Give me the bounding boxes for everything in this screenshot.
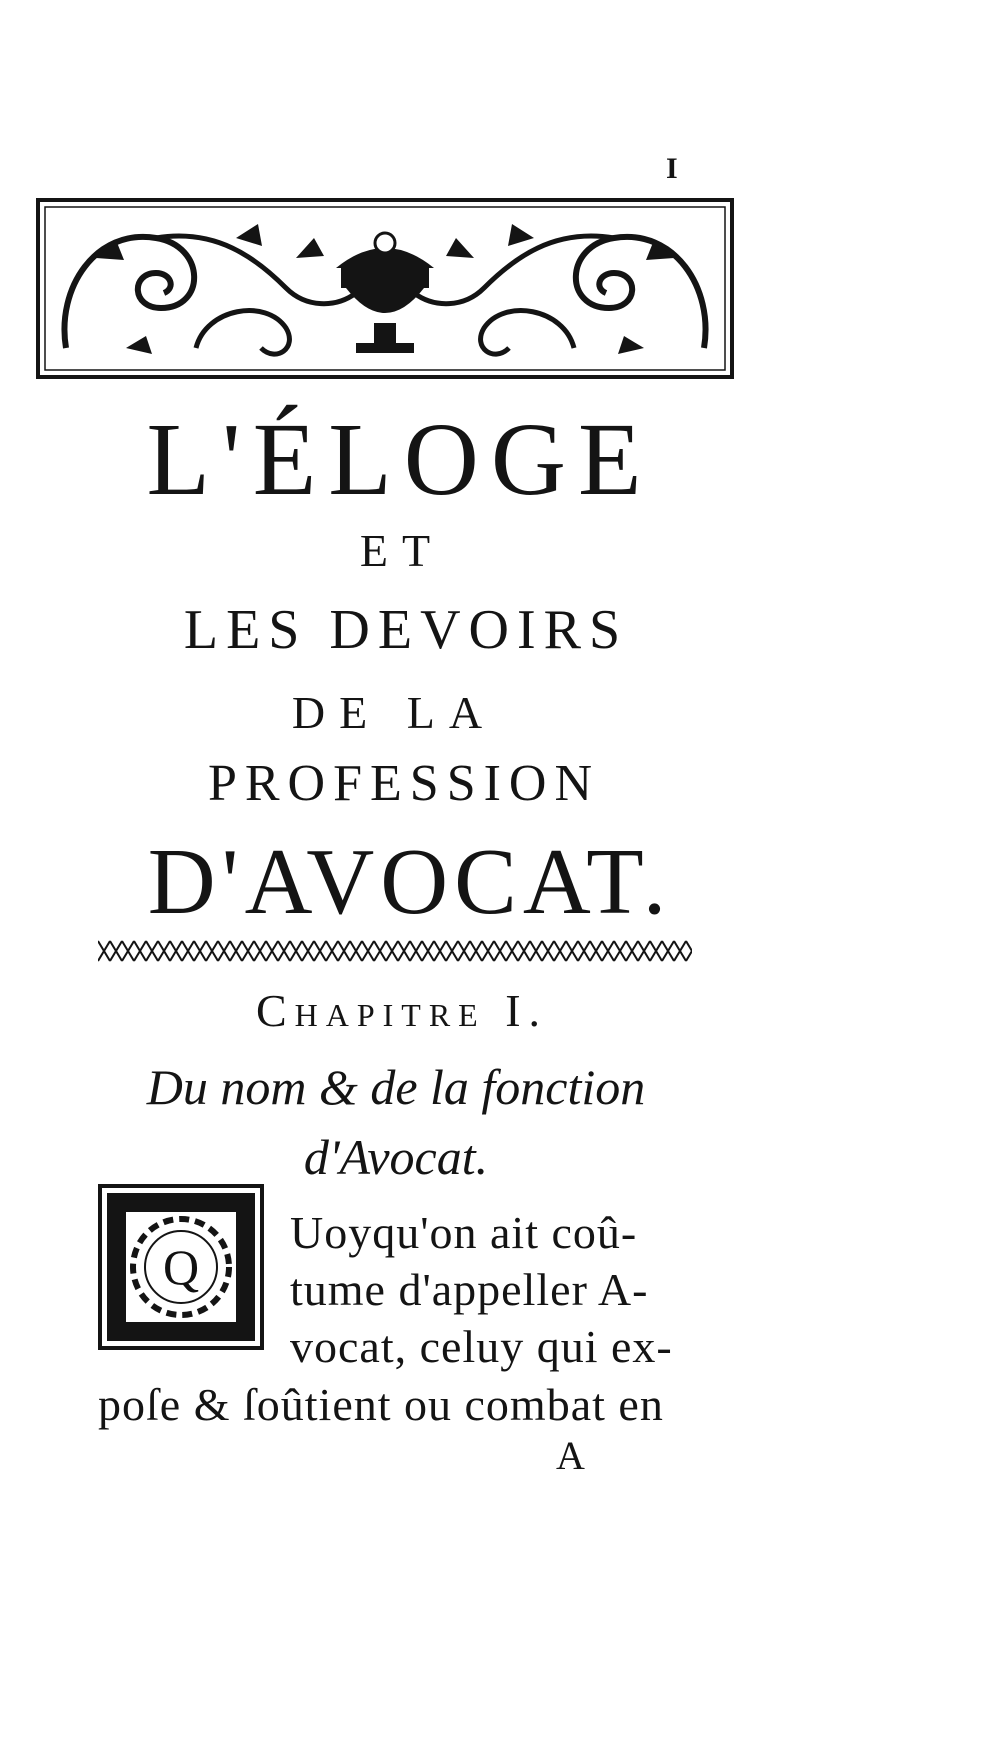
chapter-heading: Chapitre I.	[255, 985, 549, 1036]
page-number: I	[666, 152, 678, 185]
title-line-profession: PROFESSION	[207, 755, 601, 812]
dropcap-letter: Q	[162, 1239, 200, 1295]
title-line-de-la: DE LA	[291, 687, 497, 738]
title-line-et: ET	[359, 525, 445, 576]
title-line-eloge: L'ÉLOGE	[146, 402, 654, 517]
title-line-devoirs: LES DEVOIRS	[183, 599, 629, 661]
crosshatch-rule-icon	[98, 938, 692, 964]
chapter-subtitle-line-1: Du nom & de la fonction	[146, 1059, 646, 1115]
chapter-subtitle-line-2: d'Avocat.	[303, 1129, 489, 1185]
body-line: tume d'appeller A-	[290, 1264, 649, 1315]
catchword: A	[556, 1433, 585, 1478]
body-line: Uoyqu'on ait coû-	[290, 1207, 638, 1258]
ornamental-wreath-frame-icon	[98, 1184, 264, 1350]
body-line: vocat, celuy qui ex-	[290, 1321, 673, 1372]
body-line: poſe & ſoûtient ou combat en	[98, 1379, 664, 1430]
title-line-avocat: D'AVOCAT.	[147, 830, 673, 934]
floral-vase-ornament-icon	[36, 198, 734, 379]
